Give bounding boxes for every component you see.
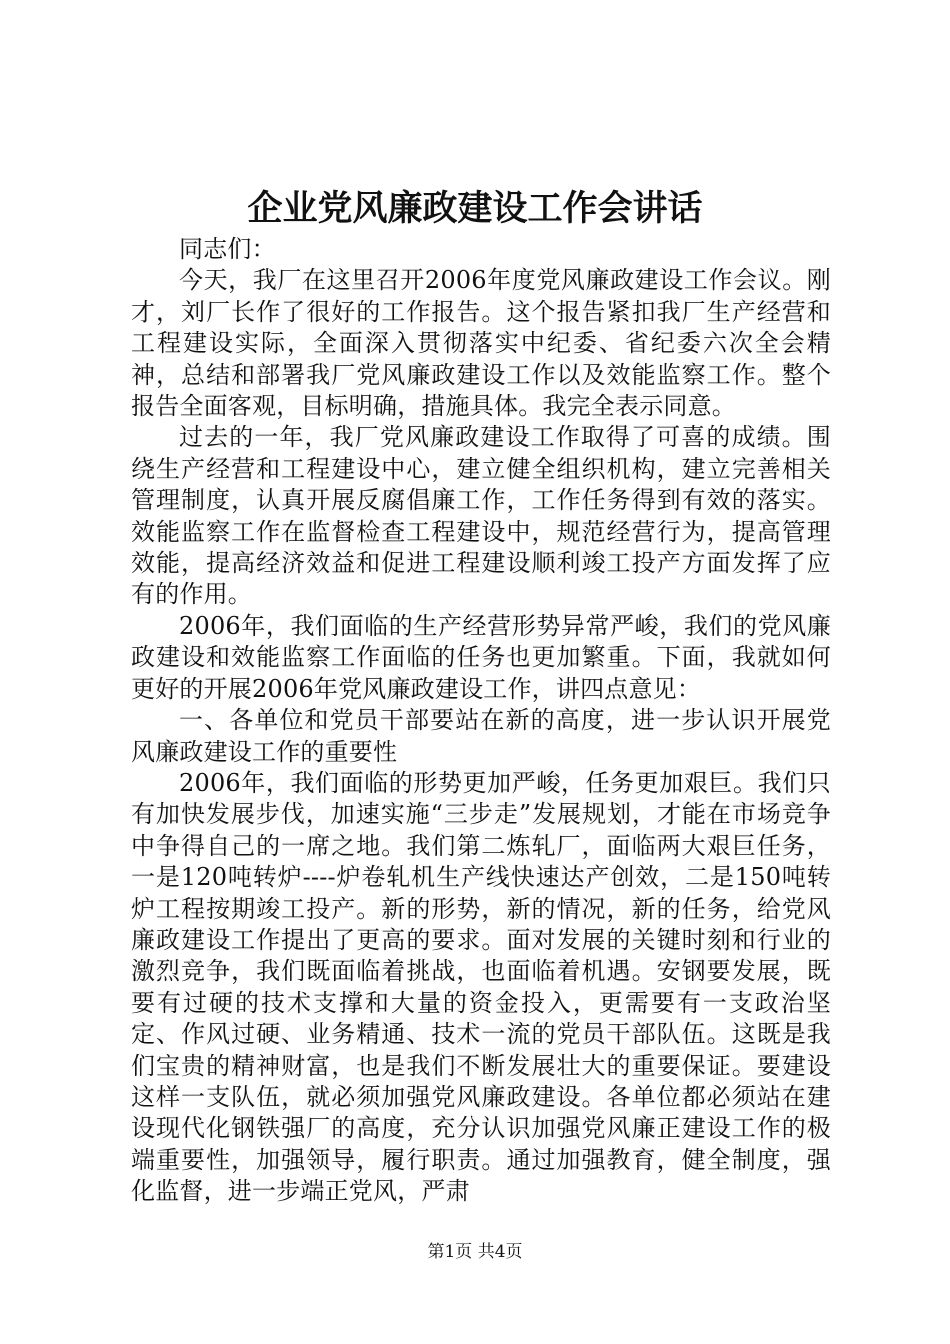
salutation: 同志们：: [179, 235, 276, 263]
page-number: 第1页 共4页: [427, 1242, 523, 1262]
paragraph: 2006年，我们面临的生产经营形势异常严峻，我们的党风廉政建设和效能监察工作面临的任务也更加繁重。下面，我就如何更好的开展2006年党风廉政建设工作，讲四点意见：: [131, 611, 831, 703]
section-heading: 一、各单位和党员干部要站在新的高度，进一步认识开展党风廉政建设工作的重要性: [131, 706, 831, 766]
paragraph: 2006年，我们面临的形势更加严峻，任务更加艰巨。我们只有加快发展步伐，加速实施“三步走”发展规划，才能在市场竞争中争得自己的一席之地。我们第二炼轧厂，面临两大艰巨任务，一是120吨转炉----炉卷轧机生产线快速达产创效，二是150吨转炉工程按期竣工投产。新的形势，新的情况，新的任务，给党风廉政建设工作提出了更高的要求。面对发展的关键时刻和行业的激烈竞争，我们既面临着挑战，也面临着机遇。安钢要发展，既要有过硬的技术支撑和大量的资金投入，更需要有一支政治坚定、作风过硬、业务精通、技术一流的党员干部队伍。这既是我们宝贵的精神财富，也是我们不断发展壮大的重要保证。要建设这样一支队伍，就必须加强党风廉政建设。各单位都必须站在建设现代化钢铁强厂的高度，充分认识加强党风廉正建设工作的极端重要性，加强领导，履行职责。通过加强教育，健全制度，强化监督，进一步端正党风，严肃: [131, 768, 831, 1206]
paragraph: 过去的一年，我厂党风廉政建设工作取得了可喜的成绩。围绕生产经营和工程建设中心，建立健全组织机构，建立完善相关管理制度，认真开展反腐倡廉工作，工作任务得到有效的落实。效能监察工作在监督检查工程建设中，规范经营行为，提高管理效能，提高经济效益和促进工程建设顺利竣工投产方面发挥了应有的作用。: [131, 423, 831, 609]
document-title: 企业党风廉政建设工作会讲话: [247, 188, 703, 229]
document-body: [131, 234, 831, 1208]
paragraph: 今天，我厂在这里召开2006年度党风廉政建设工作会议。刚才，刘厂长作了很好的工作报告。这个报告紧扣我厂生产经营和工程建设实际，全面深入贯彻落实中纪委、省纪委六次全会精神，总结和部署我厂党风廉政建设工作以及效能监察工作。整个报告全面客观，目标明确，措施具体。我完全表示同意。: [131, 266, 831, 421]
